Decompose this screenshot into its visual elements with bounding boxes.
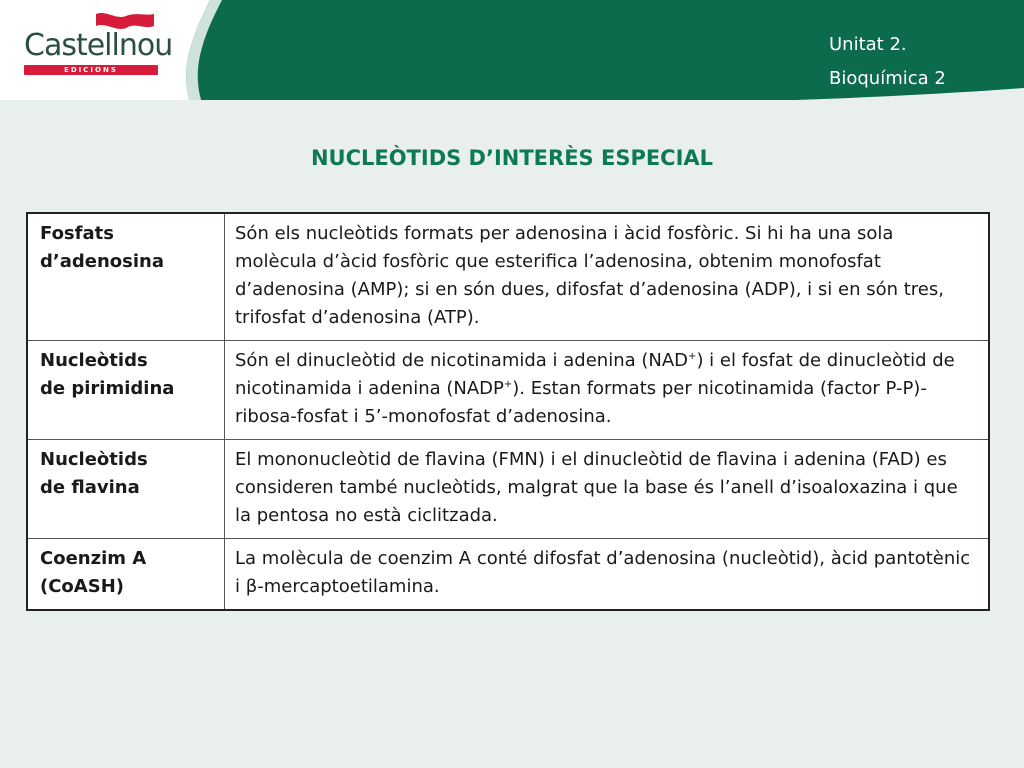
unit-subject: Bioquímica 2 <box>829 68 946 89</box>
row-label-line: d’adenosina <box>40 251 164 272</box>
page-title: NUCLEÒTIDS D’INTERÈS ESPECIAL <box>310 146 714 170</box>
logo-text: Castellnou <box>24 28 173 63</box>
desc-text: ) i el fosfat de dinucleòtid de nicotinamida i adenina (NADP <box>235 350 955 399</box>
row-label <box>27 213 225 341</box>
superscript-plus: + <box>503 379 513 390</box>
row-label <box>27 440 225 539</box>
desc-text: ). Estan formats per nicotinamida (factor P-P)-ribosa-fosfat i 5’-monofosfat d’adenosina. <box>235 378 927 427</box>
table-row <box>27 440 989 539</box>
row-label <box>27 341 225 440</box>
table-row <box>27 213 989 341</box>
row-description: Són els nucleòtids formats per adenosina i àcid fosfòric. Si hi ha una sola molècula d’àcid fosfòric que esterifica l’adenosina, obtenim monofosfat d’adenosina (AMP); si en són dues, difosfat d’adenosina (ADP), i si en són tres, trifosfat d’adenosina (ATP). <box>225 213 990 341</box>
row-label-line: de flavina <box>40 477 140 498</box>
row-description: El mononucleòtid de flavina (FMN) i el dinucleòtid de flavina i adenina (FAD) es consideren també nucleòtids, malgrat que la base és l’anell d’isoaloxazina i que la pentosa no està ciclitzada. <box>225 440 990 539</box>
logo-bar <box>24 65 158 75</box>
row-label <box>27 539 225 611</box>
row-label-line: (CoASH) <box>40 576 124 597</box>
unit-number: Unitat 2. <box>829 34 907 55</box>
nucleotides-table <box>26 212 990 611</box>
logo-subtext: EDICIONS <box>64 66 118 74</box>
superscript-plus: + <box>688 351 697 362</box>
row-label-line: Nucleòtids <box>40 449 148 470</box>
unit-label <box>829 28 946 96</box>
row-description <box>225 341 990 440</box>
desc-text: Són el dinucleòtid de nicotinamida i adenina (NAD <box>235 350 689 371</box>
row-label-line: Fosfats <box>40 223 114 244</box>
row-label-line: Nucleòtids <box>40 350 148 371</box>
header-band <box>0 0 1024 100</box>
row-description: La molècula de coenzim A conté difosfat d’adenosina (nucleòtid), àcid pantotènic i β-mercaptoetilamina. <box>225 539 990 611</box>
table-row <box>27 539 989 611</box>
row-label-line: Coenzim A <box>40 548 147 569</box>
row-label-line: de pirimidina <box>40 378 175 399</box>
table-row <box>27 341 989 440</box>
publisher-logo <box>14 8 174 80</box>
